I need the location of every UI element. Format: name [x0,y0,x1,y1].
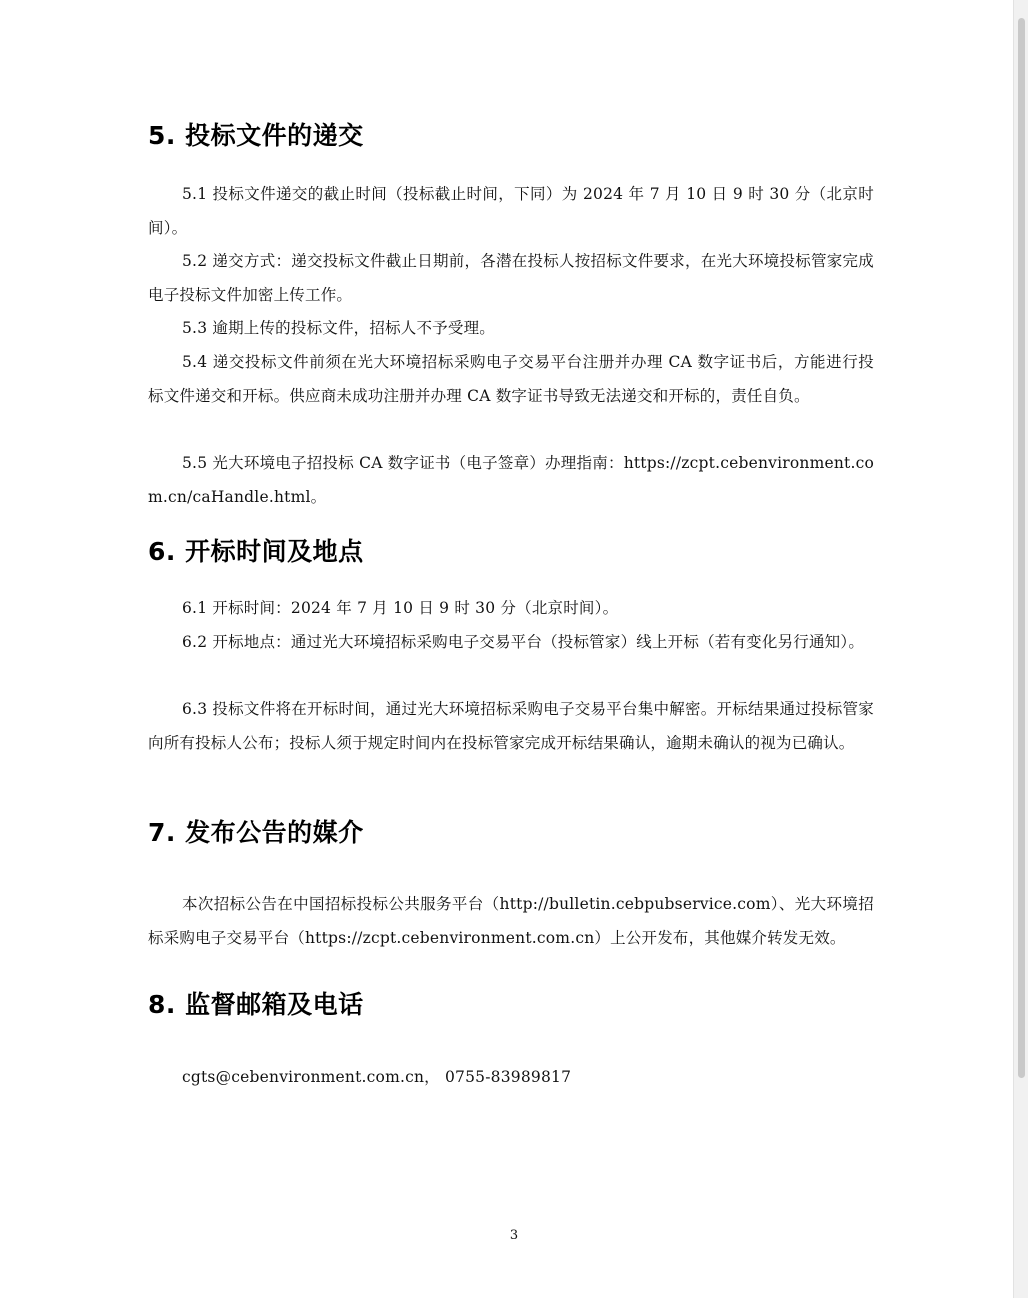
paragraph-6-3: 6.3 投标文件将在开标时间，通过光大环境招标采购电子交易平台集中解密。开标结果通过投标管家向所有投标人公布；投标人须于规定时间内在投标管家完成开标结果确认，逾期未确认的视为已确认。 [148,700,874,752]
section-8-heading: 8. 监督邮箱及电话 [148,990,364,1019]
scrollbar[interactable] [1013,0,1028,1298]
paragraph-6-1: 6.1 开标时间：2024 年 7 月 10 日 9 时 30 分（北京时间）。 [182,599,619,617]
paragraph-5-4: 5.4 递交投标文件前须在光大环境招标采购电子交易平台注册并办理 CA 数字证书后，方能进行投标文件递交和开标。供应商未成功注册并办理 CA 数字证书导致无法递交和开标的，责任自负。 [148,353,874,405]
page-number: 3 [509,1228,519,1243]
paragraph-5-1: 5.1 投标文件递交的截止时间（投标截止时间，下同）为 2024 年 7 月 10 日 9 时 30 分（北京时间）。 [148,185,874,237]
paragraph-5-2: 5.2 递交方式：递交投标文件截止日期前，各潜在投标人按招标文件要求，在光大环境投标管家完成电子投标文件加密上传工作。 [148,252,874,304]
paragraph-6-2: 6.2 开标地点：通过光大环境招标采购电子交易平台（投标管家）线上开标（若有变化另行通知）。 [182,633,865,651]
section-7-heading: 7. 发布公告的媒介 [148,818,364,847]
section-6-heading: 6. 开标时间及地点 [148,537,364,566]
contact-line: cgts@cebenvironment.com.cn， 0755-83989817 [182,1068,572,1086]
paragraph-5-3: 5.3 逾期上传的投标文件，招标人不予受理。 [182,319,495,337]
paragraph-5-5: 5.5 光大环境电子招投标 CA 数字证书（电子签章）办理指南：https://zcpt.cebenvironment.com.cn/caHandle.html。 [148,454,874,506]
section-5-heading: 5. 投标文件的递交 [148,121,364,150]
paragraph-7-1: 本次招标公告在中国招标投标公共服务平台（http://bulletin.cebpubservice.com）、光大环境招标采购电子交易平台（https://zcpt.cebenvironment.com.cn）上公开发布，其他媒介转发无效。 [148,895,874,947]
scrollbar-thumb[interactable] [1018,18,1025,1078]
